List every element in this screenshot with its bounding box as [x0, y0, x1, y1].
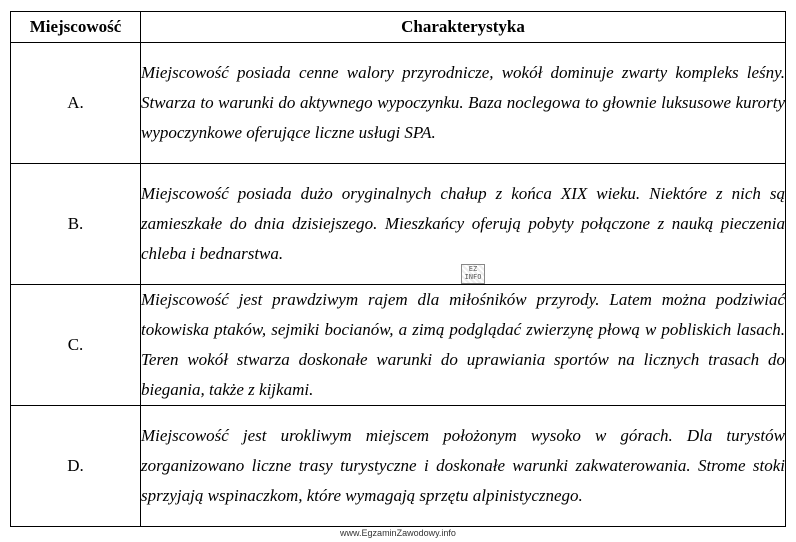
- row-label-a: A.: [11, 43, 141, 164]
- row-description-d: Miejscowość jest urokliwym miejscem położonym wysoko w górach. Dla turystów zorganizowano liczne trasy turystyczne i doskonałe warunki zakwaterowania. Strome stoki sprzyjają wspinaczkom, które wymagają sprzętu alpinistycznego.: [141, 406, 786, 527]
- footer-url: www.EgzaminZawodowy.info: [340, 528, 456, 538]
- header-characteristic: Charakterystyka: [141, 12, 786, 43]
- row-label-c: C.: [11, 285, 141, 406]
- watermark-logo-icon: EZ INFO: [461, 264, 485, 284]
- row-description-b: Miejscowość posiada dużo oryginalnych chałup z końca XIX wieku. Niektóre z nich są zamieszkałe do dnia dzisiejszego. Mieszkańcy oferują pobyty połączone z nauką pieczenia chleba i bednarstwa.: [141, 164, 786, 285]
- table-row: [11, 164, 786, 285]
- table-row: [11, 43, 786, 164]
- row-label-b: B.: [11, 164, 141, 285]
- row-label-d: D.: [11, 406, 141, 527]
- table-header-row: [11, 12, 786, 43]
- characteristics-table: [10, 11, 786, 527]
- header-place: Miejscowość: [11, 12, 141, 43]
- row-description-c: Miejscowość jest prawdziwym rajem dla miłośników przyrody. Latem można podziwiać tokowiska ptaków, sejmiki bocianów, a zimą podglądać zwierzynę płową w pobliskich lasach. Teren wokół stwarza doskonałe warunki do uprawiania sportów na licznych trasach do biegania, także z kijkami.: [141, 285, 786, 406]
- table-row: [11, 406, 786, 527]
- table-row: [11, 285, 786, 406]
- row-description-a: Miejscowość posiada cenne walory przyrodnicze, wokół dominuje zwarty kompleks leśny. Stwarza to warunki do aktywnego wypoczynku. Baza noclegowa to głownie luksusowe kurorty wypoczynkowe oferujące liczne usługi SPA.: [141, 43, 786, 164]
